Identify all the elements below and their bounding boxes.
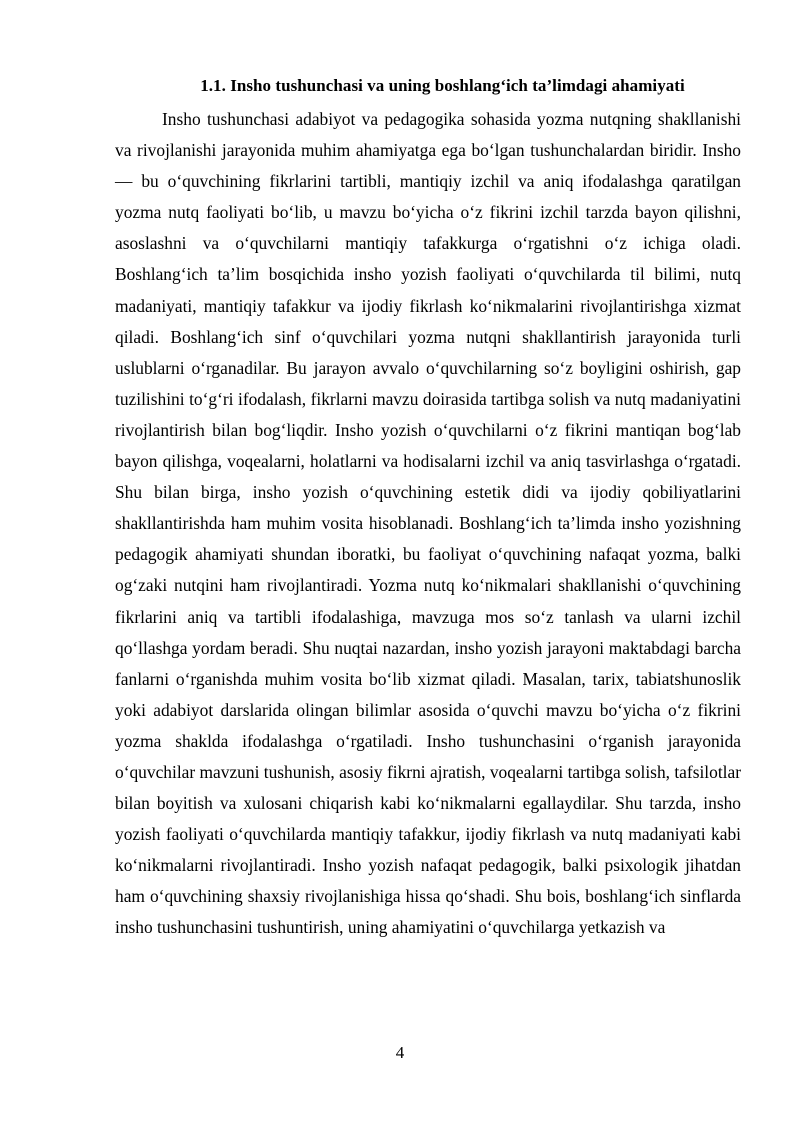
page-number: 4 <box>395 1043 405 1062</box>
body-paragraph: Insho tushunchasi adabiyot va pedagogika sohasida yozma nutqning shakllanishi va rivojlanishi jarayonida muhim ahamiyatga ega bo‘lgan tushunchalardan biridir. Insho — bu o‘quvchining fikrlarini tartibli, mantiqiy izchil va aniq ifodalashga qaratilgan yozma nutq faoliyati bo‘lib, u mavzu bo‘yicha o‘z fikrini izchil tarzda bayon qilishni, asoslashni va o‘quvchilarni mantiqiy tafakkurga o‘rgatishni o‘z ichiga oladi. Boshlang‘ich ta’lim bosqichida insho yozish faoliyati o‘quvchilarda til bilimi, nutq madaniyati, mantiqiy tafakkur va ijodiy fikrlash ko‘nikmalarini rivojlantirishga xizmat qiladi. Boshlang‘ich sinf o‘quvchilari yozma nutqni shakllantirish jarayonida turli uslublarni o‘rganadilar. Bu jarayon avvalo o‘quvchilarning so‘z boyligini oshirish, gap tuzilishini to‘g‘ri ifodalash, fikrlarni mavzu doirasida tartibga solish va nutq madaniyatini rivojlantirish bilan bog‘liqdir. Insho yozish o‘quvchilarni o‘z fikrini mantiqan bog‘lab bayon qilishga, voqealarni, holatlarni va hodisalarni izchil va aniq tasvirlashga o‘rgatadi. Shu bilan birga, insho yozish o‘quvchining estetik didi va ijodiy qobiliyatlarini shakllantirishda ham muhim vosita hisoblanadi. Boshlang‘ich ta’limda insho yozishning pedagogik ahamiyati shundan iboratki, bu faoliyat o‘quvchining nafaqat yozma, balki og‘zaki nutqini ham rivojlantiradi. Yozma nutq ko‘nikmalari shakllanishi o‘quvchining fikrlarini aniq va tartibli ifodalashiga, mavzuga mos so‘z tanlash va ularni izchil qo‘llashga yordam beradi. Shu nuqtai nazardan, insho yozish jarayoni maktabdagi barcha fanlarni o‘rganishda muhim vosita bo‘lib xizmat qiladi. Masalan, tarix, tabiatshunoslik yoki adabiyot darslarida olingan bilimlar asosida o‘quvchi mavzu bo‘yicha o‘z fikrini yozma shaklda ifodalashga o‘rgatiladi. Insho tushunchasini o‘rganish jarayonida o‘quvchilar mavzuni tushunish, asosiy fikrni ajratish, voqealarni tartibga solish, tafsilotlar bilan boyitish va xulosani chiqarish kabi ko‘nikmalarni egallaydilar. Shu tarzda, insho yozish faoliyati o‘quvchilarda mantiqiy tafakkur, ijodiy fikrlash va nutq madaniyati kabi ko‘nikmalarni rivojlantiradi. Insho yozish nafaqat pedagogik, balki psixologik jihatdan ham o‘quvchining shaxsiy rivojlanishiga hissa qo‘shadi. Shu bois, boshlang‘ich sinflarda insho tushunchasini tushuntirish, uning ahamiyatini o‘quvchilarga yetkazish va <box>115 109 741 938</box>
section-heading: 1.1. Insho tushunchasi va uning boshlang‘ich ta’limdagi ahamiyati <box>200 76 685 95</box>
